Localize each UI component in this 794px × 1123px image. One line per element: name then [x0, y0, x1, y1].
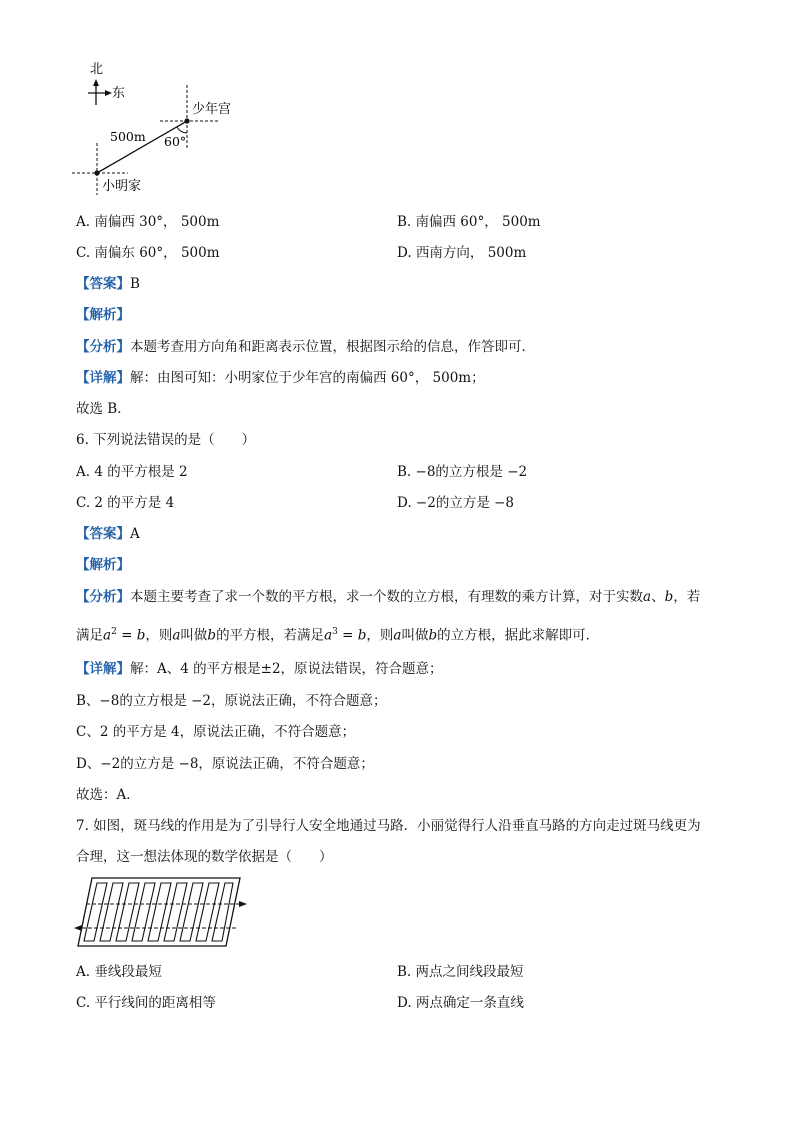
q6-fenxi-2e: ，则 — [366, 627, 394, 644]
q7-stem-2: 合理，这一想法体现的数学依据是（ ） — [76, 849, 333, 865]
q5-option-b: B. 南偏西 60°， 500m — [397, 214, 541, 230]
q6-answer-tag: 【答案】 — [76, 526, 130, 542]
q6-xiangjie-3: C、2 的平方是 4，原说法正确，不符合题意； — [76, 724, 356, 740]
q5-conclusion: 故选 B． — [76, 401, 131, 417]
q6-jiexi — [76, 555, 130, 575]
q5-fenxi — [76, 337, 535, 357]
q5-xiangjie-tag: 【详解】 — [76, 370, 130, 386]
separator: 、 — [651, 589, 665, 605]
q6-jiexi-tag: 【解析】 — [76, 557, 130, 573]
stripe — [116, 883, 139, 941]
q6-stem: 6. 下列说法错误的是（ ） — [76, 432, 256, 448]
palace-point — [184, 118, 189, 123]
q5-answer-value: B — [130, 276, 140, 292]
var-a-5: a — [393, 627, 402, 644]
q7-option-d: D. 两点确定一条直线 — [397, 995, 524, 1011]
q5-xiangjie — [76, 368, 485, 388]
q6-fenxi-line2 — [76, 622, 599, 646]
q6-fenxi-2f: 叫做 — [401, 627, 429, 644]
q6-option-c: C. 2 的平方是 4 — [76, 495, 175, 511]
left-arrowhead — [74, 925, 82, 931]
q5-fenxi-text: 本题考查用方向角和距离表示位置，根据图示给的信息，作答即可． — [130, 339, 535, 355]
q6-fenxi-text1: 本题主要考查了求一个数的平方根，求一个数的立方根，有理数的乘方计算，对于实数 — [130, 589, 643, 605]
q6-option-a: A. 4 的平方根是 2 — [76, 464, 188, 480]
q6-xiangjie-tag: 【详解】 — [76, 661, 130, 677]
q6-xiangjie-2: B、−8的立方根是 −2，原说法正确，不符合题意； — [76, 693, 387, 709]
stripe — [196, 883, 219, 941]
var-a-4: a — [324, 627, 333, 644]
q6-option-b: B. −8的立方根是 −2 — [397, 464, 528, 480]
var-a-3: a — [172, 627, 181, 644]
stripe — [148, 883, 171, 941]
q6-xiangjie — [76, 659, 443, 679]
zebra-stripes — [84, 883, 233, 941]
angle-arc — [177, 127, 187, 133]
q6-fenxi-2a: 满足 — [76, 627, 103, 644]
q5-fenxi-tag: 【分析】 — [76, 339, 130, 355]
palace-label: 少年宫 — [192, 102, 232, 117]
angle-label: 60° — [164, 134, 187, 149]
var-a-2: a — [103, 627, 112, 644]
stripe — [212, 883, 233, 941]
q6-xiangjie-4: D、−2的立方是 −8，原说法正确，不符合题意； — [76, 756, 374, 772]
q5-option-a: A. 南偏西 30°， 500m — [76, 214, 220, 230]
east-arrowhead — [105, 90, 112, 96]
stripe — [100, 883, 123, 941]
q5-jiexi — [76, 305, 130, 325]
q5-jiexi-tag: 【解析】 — [76, 307, 130, 323]
q7-option-a: A. 垂线段最短 — [76, 964, 162, 980]
q5-option-d: D. 西南方向， 500m — [397, 245, 527, 261]
eq-b-2: = b — [337, 627, 367, 644]
home-label: 小明家 — [102, 179, 142, 194]
q7-stem-1: 7. 如图，斑马线的作用是为了引导行人安全地通过马路．小丽觉得行人沿垂直马路的方向走过斑马线更为 — [76, 818, 701, 834]
var-b-2: b — [207, 627, 217, 644]
q6-conclusion: 故选：A． — [76, 787, 140, 803]
q5-answer-tag: 【答案】 — [76, 276, 130, 292]
home-point — [94, 170, 99, 175]
q5-answer — [76, 274, 140, 294]
stripe — [164, 883, 187, 941]
var-a: a — [643, 589, 652, 605]
q6-fenxi-line1 — [76, 587, 700, 607]
q5-option-c: C. 南偏东 60°， 500m — [76, 245, 220, 261]
q6-xiangjie-1: 解：A、4 的平方根是±2，原说法错误，符合题意； — [130, 661, 443, 677]
q7-option-c: C. 平行线间的距离相等 — [76, 995, 216, 1011]
q6-fenxi-tag: 【分析】 — [76, 589, 130, 605]
var-b-3: b — [428, 627, 438, 644]
distance-label: 500m — [110, 129, 146, 144]
q6-fenxi-2d: 的平方根，若满足 — [216, 627, 325, 644]
q5-xiangjie-text: 解：由图可知：小明家位于少年宫的南偏西 60°， 500m； — [130, 370, 485, 386]
eq-b-1: = b — [116, 627, 146, 644]
east-label: 东 — [112, 86, 126, 101]
north-arrowhead — [93, 79, 99, 86]
q6-fenxi-2c: 叫做 — [180, 627, 208, 644]
q6-fenxi-2g: 的立方根，据此求解即可． — [437, 627, 600, 644]
q7-option-b: B. 两点之间线段最短 — [397, 964, 524, 980]
q6-answer — [76, 524, 140, 544]
zebra-crossing-diagram — [68, 872, 258, 952]
direction-diagram — [60, 55, 260, 200]
stripe — [132, 883, 155, 941]
q6-answer-value: A — [130, 526, 140, 542]
square-exponent: 2 — [111, 627, 117, 637]
cube-exponent: 3 — [332, 627, 338, 637]
var-b: b — [664, 589, 674, 605]
q6-option-d: D. −2的立方是 −8 — [397, 495, 515, 511]
q6-fenxi-2b: ，则 — [145, 627, 173, 644]
q6-fenxi-text1-end: ，若 — [673, 589, 701, 605]
north-label: 北 — [90, 62, 104, 77]
right-arrowhead — [239, 901, 247, 907]
stripe — [84, 883, 107, 941]
stripe — [180, 883, 203, 941]
